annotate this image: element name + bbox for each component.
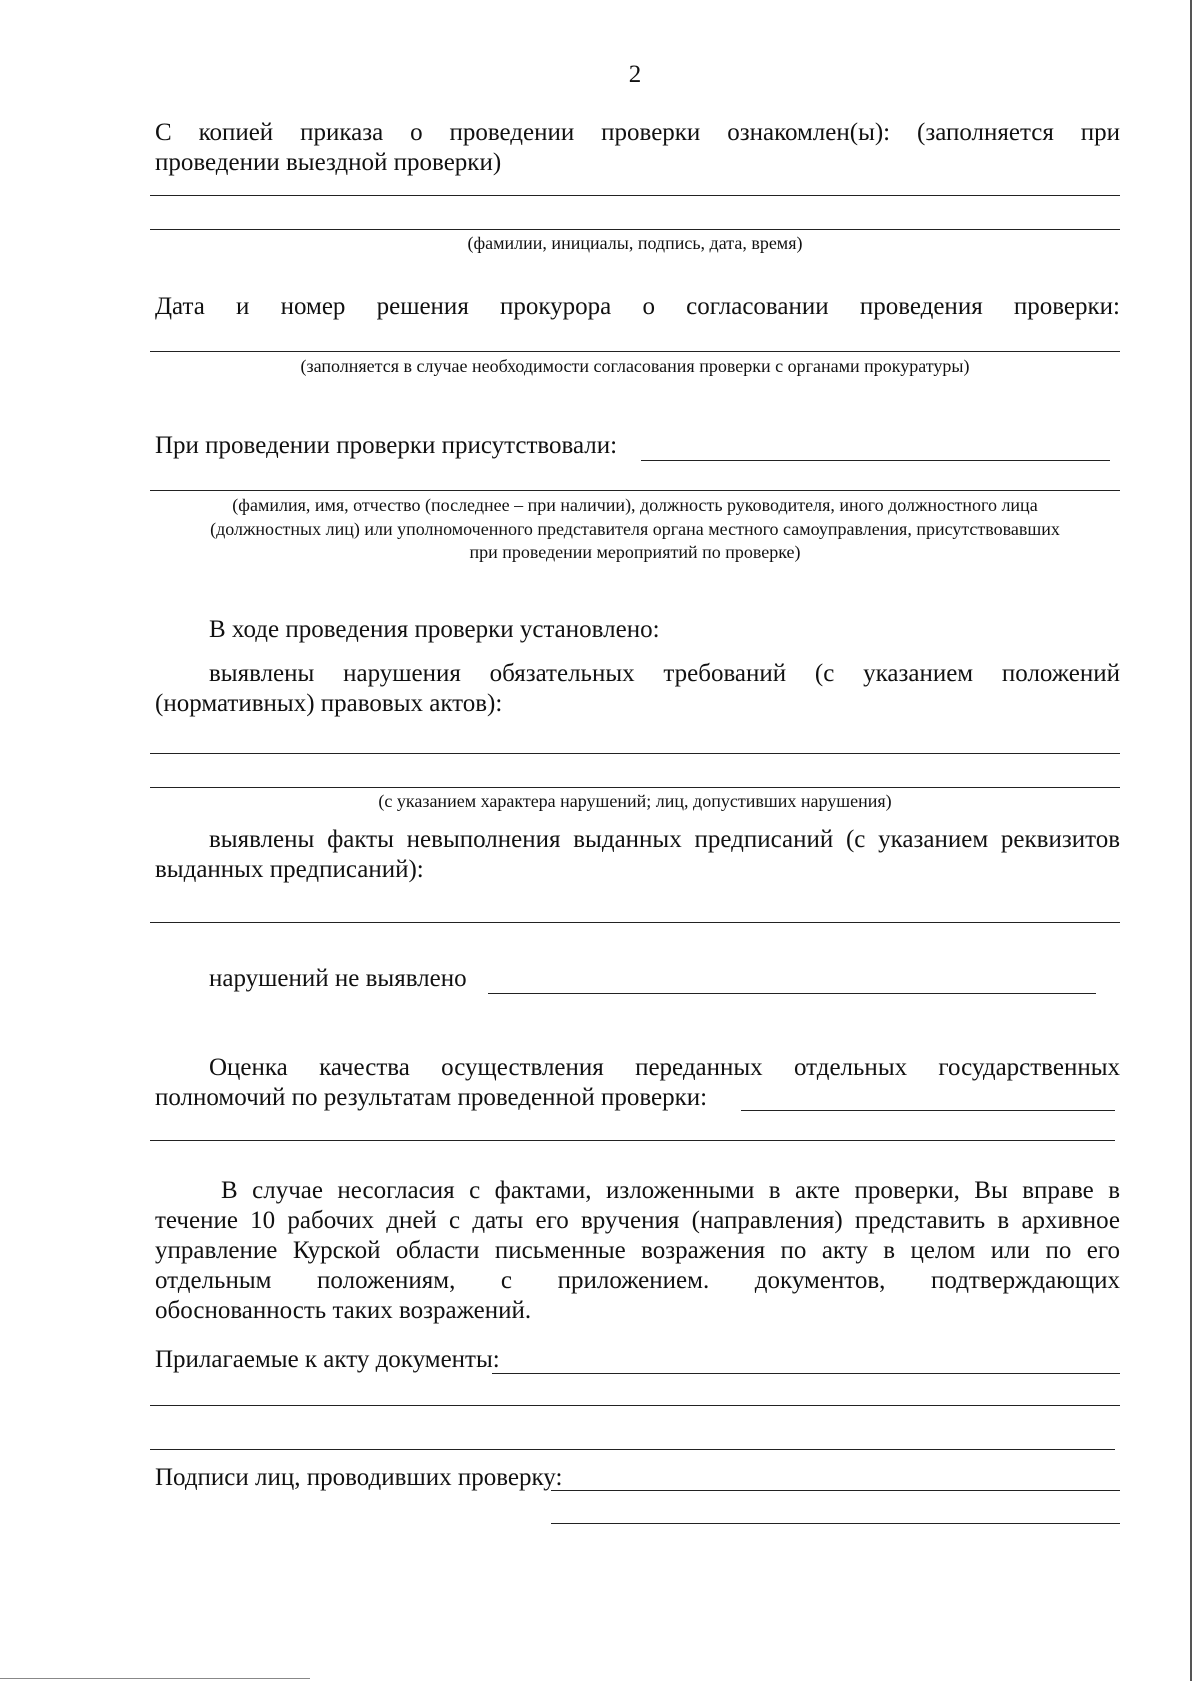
- objection-text-line2: течение 10 рабочих дней с даты его вручения (направления) представить в архивное: [155, 1207, 1120, 1234]
- orders-blank-line[interactable]: [150, 922, 1120, 923]
- assessment-text-line2: полномочий по результатам проведенной проверки:: [155, 1084, 708, 1111]
- scan-edge-shadow: [1190, 0, 1192, 1681]
- acquaintance-blank-line-1[interactable]: [150, 195, 1120, 196]
- objection-text-line3: управление Курской области письменные возражения по акту в целом или по его: [155, 1237, 1120, 1264]
- assessment-blank-line[interactable]: [150, 1140, 1115, 1141]
- signatures-blank-line-2[interactable]: [551, 1523, 1120, 1524]
- violations-caption: (с указанием характера нарушений; лиц, допустивших нарушения): [378, 791, 892, 811]
- attachments-blank-line-2[interactable]: [150, 1449, 1115, 1450]
- objection-text-line5: обоснованность таких возражений.: [155, 1297, 532, 1324]
- page-number: 2: [628, 61, 642, 88]
- present-caption-line2: (должностных лиц) или уполномоченного представителя органа местного самоуправления, присутствовавших: [210, 519, 1060, 539]
- present-label: При проведении проверки присутствовали:: [155, 432, 618, 459]
- scan-bottom-mark: [0, 1678, 310, 1679]
- signatures-blank-line-1[interactable]: [551, 1490, 1120, 1491]
- present-inline-blank-line[interactable]: [641, 460, 1110, 461]
- assessment-text-line1: Оценка качества осуществления переданных отдельных государственных: [209, 1054, 1120, 1081]
- acquaintance-text-line1: С копией приказа о проведении проверки ознакомлен(ы): (заполняется при: [155, 119, 1120, 146]
- present-caption-line1: (фамилия, имя, отчество (последнее – при наличии), должность руководителя, иного должностного лица: [232, 495, 1038, 515]
- no-violations-blank-line[interactable]: [488, 993, 1096, 994]
- acquaintance-caption: (фамилии, инициалы, подпись, дата, время): [467, 233, 803, 253]
- violations-blank-line-2[interactable]: [150, 787, 1120, 788]
- present-caption-line3: при проведении мероприятий по проверке): [469, 542, 801, 562]
- orders-text-line1: выявлены факты невыполнения выданных предписаний (с указанием реквизитов: [209, 826, 1120, 853]
- findings-heading: В ходе проведения проверки установлено:: [209, 616, 660, 643]
- objection-text-line4: отдельным положениям, с приложением. документов, подтверждающих: [155, 1267, 1120, 1294]
- violations-text-line2: (нормативных) правовых актов):: [155, 690, 503, 717]
- objection-text-line1: В случае несогласия с фактами, изложенными в акте проверки, Вы вправе в: [221, 1177, 1120, 1204]
- prosecutor-decision-text: Дата и номер решения прокурора о согласовании проведения проверки:: [155, 293, 1120, 320]
- orders-text-line2: выданных предписаний):: [155, 856, 424, 883]
- acquaintance-text-line2: проведении выездной проверки): [155, 149, 502, 176]
- prosecutor-decision-blank-line[interactable]: [150, 351, 1120, 352]
- acquaintance-blank-line-2[interactable]: [150, 229, 1120, 230]
- assessment-inline-blank-line[interactable]: [741, 1110, 1115, 1111]
- attachments-label: Прилагаемые к акту документы:: [155, 1346, 500, 1373]
- signatures-label: Подписи лиц, проводивших проверку:: [155, 1464, 563, 1491]
- no-violations-label: нарушений не выявлено: [209, 965, 467, 992]
- prosecutor-decision-caption: (заполняется в случае необходимости согласования проверки с органами прокуратуры): [300, 356, 970, 376]
- attachments-inline-blank-line[interactable]: [492, 1373, 1120, 1374]
- attachments-blank-line-1[interactable]: [150, 1405, 1120, 1406]
- present-blank-line[interactable]: [150, 490, 1120, 491]
- violations-blank-line-1[interactable]: [150, 753, 1120, 754]
- violations-text-line1: выявлены нарушения обязательных требований (с указанием положений: [209, 660, 1120, 687]
